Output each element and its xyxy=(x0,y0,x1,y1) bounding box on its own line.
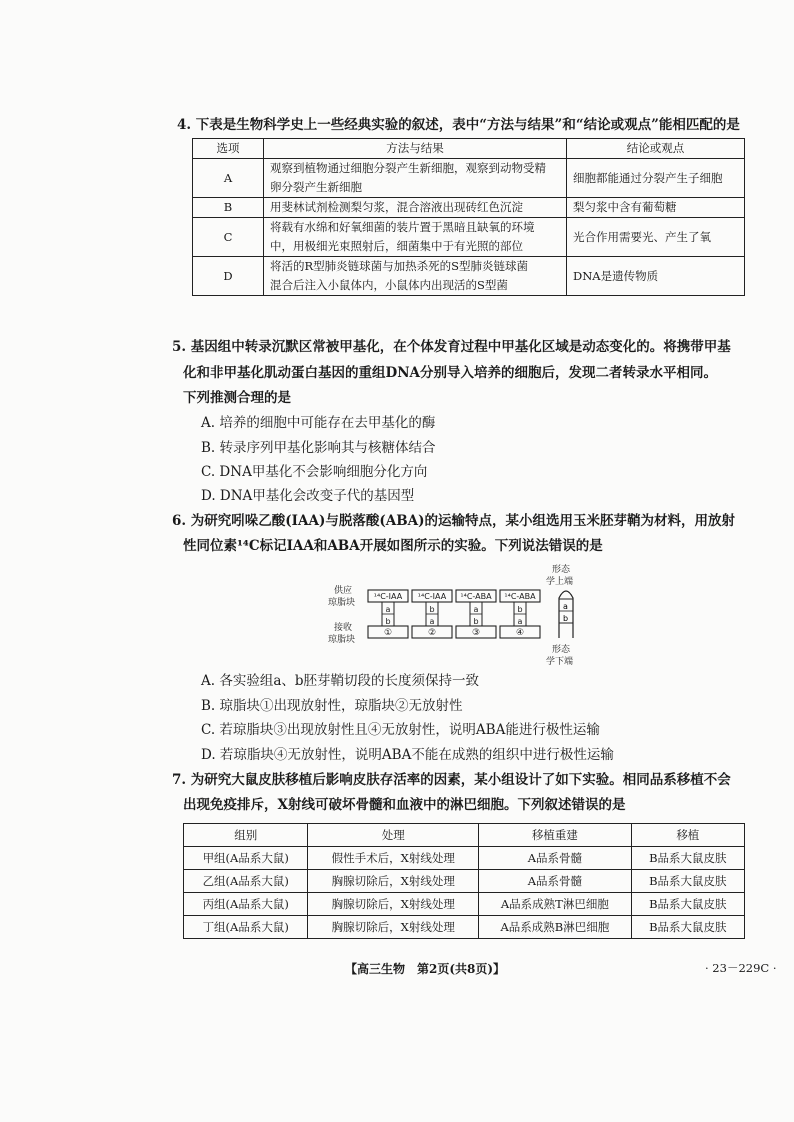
q7-stem-line1: 7. 为研究大鼠皮肤移植后影响皮肤存活率的因素，某小组设计了如下实验。相同品系移植不会 xyxy=(172,772,731,788)
q6-option-b: B. 琼脂块①出现放射性，琼脂块②无放射性 xyxy=(201,698,463,714)
q5-option-a: A. 培养的细胞中可能存在去甲基化的酶 xyxy=(201,415,436,431)
q6-figure xyxy=(320,560,620,670)
q4-row-d-conclusion: DNA是遗传物质 xyxy=(567,257,745,296)
q4-row-a-option: A xyxy=(193,159,264,198)
q7-row-yi-reconstruction: A品系骨髓 xyxy=(479,870,632,893)
page-footer: 【高三生物 第2页(共8页)】 xyxy=(345,962,506,976)
q4-row-d-method-line1: 将活的R型肺炎链球菌与加热杀死的S型肺炎链球菌 xyxy=(270,259,529,273)
q4-row-c-option: C xyxy=(193,218,264,257)
q7-row-jia-reconstruction: A品系骨髓 xyxy=(479,847,632,870)
q7-row-yi-transplant: B品系大鼠皮肤 xyxy=(631,870,744,893)
supply-label-4: ¹⁴C-ABA xyxy=(504,592,536,601)
q4-row-d xyxy=(193,257,745,296)
receive-label-line2: 琼脂块 xyxy=(328,635,356,645)
q4-row-b-method xyxy=(264,198,567,218)
q4-header-method: 方法与结果 xyxy=(264,139,567,159)
top-label-line2: 学上端 xyxy=(546,577,574,587)
q7-row-yi-treatment: 胸腺切除后，X射线处理 xyxy=(308,870,479,893)
coleoptile-label-a: a xyxy=(563,602,568,611)
q4-table xyxy=(192,138,745,296)
q7-stem-line2: 出现免疫排斥，X射线可破坏骨髓和血液中的淋巴细胞。下列叙述错误的是 xyxy=(183,797,626,813)
segment-top-label-1: a xyxy=(385,605,391,614)
segment-bottom-label-2: a xyxy=(429,617,435,626)
q7-row-jia-group: 甲组(A品系大鼠) xyxy=(184,847,308,870)
q4-row-c-conclusion: 光合作用需要光、产生了氧 xyxy=(567,218,745,257)
supply-label-3: ¹⁴C-ABA xyxy=(460,592,492,601)
q7-row-jia xyxy=(184,847,745,870)
q4-row-a-conclusion: 细胞都能通过分裂产生子细胞 xyxy=(567,159,745,198)
q4-header-conclusion: 结论或观点 xyxy=(567,139,745,159)
q7-row-jia-treatment: 假性手术后，X射线处理 xyxy=(308,847,479,870)
q7-row-ding-group: 丁组(A品系大鼠) xyxy=(184,916,308,939)
q4-row-c-method xyxy=(264,218,567,257)
q7-row-bing-reconstruction: A品系成熟T淋巴细胞 xyxy=(479,893,632,916)
q4-row-a-method xyxy=(264,159,567,198)
q4-stem: 4. 下表是生物科学史上一些经典实验的叙述，表中“方法与结果”和“结论或观点”能相匹配的是 xyxy=(177,117,740,133)
receiver-label-4: ④ xyxy=(515,628,525,638)
segment-top-label-3: a xyxy=(473,605,479,614)
q4-row-d-option: D xyxy=(193,257,264,296)
q7-row-bing-treatment: 胸腺切除后，X射线处理 xyxy=(308,893,479,916)
exam-code: · 23－229C · xyxy=(705,961,777,975)
q5-stem-line2: 化和非甲基化肌动蛋白基因的重组DNA分别导入培养的细胞后，发现二者转录水平相同。 xyxy=(183,365,718,381)
q7-row-ding-treatment: 胸腺切除后，X射线处理 xyxy=(308,916,479,939)
q4-row-b xyxy=(193,198,745,218)
q7-row-yi xyxy=(184,870,745,893)
q7-row-jia-transplant: B品系大鼠皮肤 xyxy=(631,847,744,870)
q7-header-reconstruction: 移植重建 xyxy=(479,824,632,847)
q4-row-c-method-line1: 将载有水绵和好氧细菌的装片置于黑暗且缺氧的环境 xyxy=(270,220,535,234)
q7-header-treatment: 处理 xyxy=(308,824,479,847)
q7-row-ding xyxy=(184,916,745,939)
q4-row-b-option: B xyxy=(193,198,264,218)
q4-header-option: 选项 xyxy=(193,139,264,159)
supply-label-2: ¹⁴C-IAA xyxy=(417,592,447,601)
q4-row-a-method-line2: 卵分裂产生新细胞 xyxy=(270,180,362,194)
segment-bottom-label-1: b xyxy=(385,617,391,626)
q7-table xyxy=(183,823,745,939)
q7-row-bing xyxy=(184,893,745,916)
q7-row-ding-reconstruction: A品系成熟B淋巴细胞 xyxy=(479,916,632,939)
q6-option-a: A. 各实验组a、b胚芽鞘切段的长度须保持一致 xyxy=(201,673,480,689)
q5-option-c: C. DNA甲基化不会影响细胞分化方向 xyxy=(201,464,428,480)
q5-stem-line1: 5. 基因组中转录沉默区常被甲基化，在个体发育过程中甲基化区域是动态变化的。将携带甲基 xyxy=(172,339,731,355)
supply-label-line1: 供应 xyxy=(334,586,353,596)
receiver-label-3: ③ xyxy=(471,628,481,638)
q4-row-d-method xyxy=(264,257,567,296)
q4-row-b-method-line1: 用斐林试剂检测梨匀浆，混合溶液出现砖红色沉淀 xyxy=(270,200,523,214)
segment-bottom-label-3: b xyxy=(473,617,479,626)
q4-row-c-method-line2: 中，用极细光束照射后，细菌集中于有光照的部位 xyxy=(270,239,523,253)
supply-label-line2: 琼脂块 xyxy=(328,598,356,608)
experiment-groups xyxy=(368,590,540,638)
q4-row-c xyxy=(193,218,745,257)
q7-header-row xyxy=(184,824,745,847)
supply-label-1: ¹⁴C-IAA xyxy=(373,592,403,601)
q4-row-a-method-line1: 观察到植物通过细胞分裂产生新细胞，观察到动物受精 xyxy=(270,161,546,175)
segment-top-label-4: b xyxy=(517,605,523,614)
segment-bottom-label-4: a xyxy=(517,617,523,626)
q7-header-transplant: 移植 xyxy=(631,824,744,847)
receiver-label-1: ① xyxy=(383,628,393,638)
q5-option-b: B. 转录序列甲基化影响其与核糖体结合 xyxy=(201,440,436,456)
q7-header-group: 组别 xyxy=(184,824,308,847)
q6-option-c: C. 若琼脂块③出现放射性且④无放射性，说明ABA能进行极性运输 xyxy=(201,722,600,738)
q7-row-bing-transplant: B品系大鼠皮肤 xyxy=(631,893,744,916)
bottom-label-line1: 形态 xyxy=(552,645,571,655)
q6-stem-line2: 性同位素¹⁴C标记IAA和ABA开展如图所示的实验。下列说法错误的是 xyxy=(183,538,603,554)
coleoptile-label-b: b xyxy=(563,614,569,623)
q5-option-d: D. DNA甲基化会改变子代的基因型 xyxy=(201,488,415,504)
q5-stem-line3: 下列推测合理的是 xyxy=(183,390,291,406)
q6-option-d: D. 若琼脂块④无放射性，说明ABA不能在成熟的组织中进行极性运输 xyxy=(201,747,614,763)
top-label-line1: 形态 xyxy=(552,565,571,575)
q6-stem-line1: 6. 为研究吲哚乙酸(IAA)与脱落酸(ABA)的运输特点，某小组选用玉米胚芽鞘为材料，用放射 xyxy=(172,513,735,529)
q7-row-yi-group: 乙组(A品系大鼠) xyxy=(184,870,308,893)
q7-row-bing-group: 丙组(A品系大鼠) xyxy=(184,893,308,916)
q4-row-d-method-line2: 混合后注入小鼠体内，小鼠体内出现活的S型菌 xyxy=(270,278,508,292)
q4-row-b-conclusion: 梨匀浆中含有葡萄糖 xyxy=(567,198,745,218)
receiver-label-2: ② xyxy=(427,628,437,638)
segment-top-label-2: b xyxy=(429,605,435,614)
coleoptile-diagram xyxy=(559,591,573,638)
q4-row-a xyxy=(193,159,745,198)
bottom-label-line2: 学下端 xyxy=(546,657,574,667)
q4-header-row xyxy=(193,139,745,159)
receive-label-line1: 接收 xyxy=(334,623,353,633)
q7-row-ding-transplant: B品系大鼠皮肤 xyxy=(631,916,744,939)
